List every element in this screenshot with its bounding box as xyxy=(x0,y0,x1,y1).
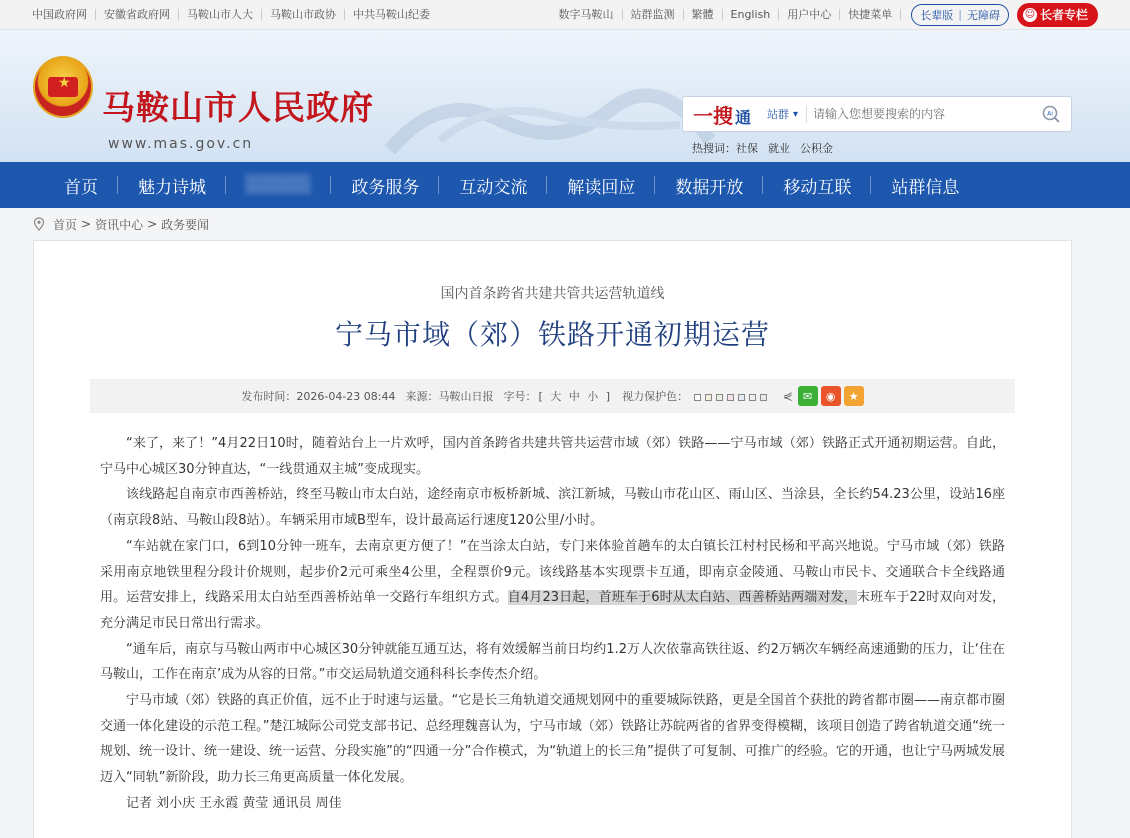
search-brand-logo xyxy=(683,100,751,129)
nav-obscured-item[interactable] xyxy=(226,162,331,208)
article-meta-bar xyxy=(90,379,1015,413)
nav-label: 站群信息 xyxy=(891,177,960,198)
link-traditional-chinese[interactable]: 繁體 xyxy=(684,9,723,20)
search-box xyxy=(682,96,1072,132)
top-utility-bar xyxy=(0,0,1130,30)
font-small-button[interactable]: 小 xyxy=(587,390,599,403)
link-anhui-gov[interactable]: 安徽省政府网 xyxy=(96,9,179,20)
article-title: 宁马市域（郊）铁路开通初期运营 xyxy=(334,318,770,351)
eye-color-swatch-5[interactable] xyxy=(738,394,745,401)
font-size-controls xyxy=(503,388,612,404)
article-source xyxy=(405,388,493,404)
link-english[interactable]: English xyxy=(723,9,780,20)
share-icon[interactable]: ⋞ xyxy=(782,389,793,403)
breadcrumb-gov-news[interactable]: 政务要闻 xyxy=(161,217,210,232)
source-value: 马鞍山日报 xyxy=(438,390,494,403)
publish-time-value: 2026-04-23 08:44 xyxy=(296,390,396,403)
font-size-label: 字号： xyxy=(503,390,537,403)
share-buttons xyxy=(783,386,864,406)
link-mas-npc[interactable]: 马鞍山市人大 xyxy=(179,9,262,20)
search-input[interactable] xyxy=(806,105,1016,123)
favorite-star-icon[interactable]: ★ xyxy=(844,386,864,406)
search-scope-dropdown[interactable] xyxy=(767,106,798,122)
font-medium-button[interactable]: 中 xyxy=(568,390,580,403)
nav-mobile[interactable] xyxy=(763,162,871,208)
breadcrumb-home[interactable]: 首页 xyxy=(53,217,78,232)
nav-label: 首页 xyxy=(64,177,98,198)
search-brand-part-a: 一搜 xyxy=(693,103,733,128)
paragraph-3-text: “车站就在家门口，6到10分钟一班车，去南京更方便了！”在当涂太白站，专门来体验首趟车的太白镇长江村村民杨和平高兴地说。宁马市域（郊）铁路采用南京地铁里程分段计价规则，起步价2元可乘坐4公里，全程票价9元。该线路基本实现票卡互通，即南京金陵通、马鞍山市民卡、交通联合卡全线路通用。运营安排上，线路采用太白站至西善桥站单一交路行车组织方式。 xyxy=(100,538,1005,606)
wechat-share-icon[interactable]: ✉ xyxy=(798,386,818,406)
link-mas-cppcc[interactable]: 马鞍山市政协 xyxy=(262,9,345,20)
pill-divider: | xyxy=(958,8,962,21)
barrier-free-button[interactable]: 无障碍 xyxy=(966,8,1000,22)
eye-color-swatch-6[interactable] xyxy=(749,394,756,401)
eye-color-swatch-1[interactable] xyxy=(694,394,701,401)
font-large-button[interactable]: 大 xyxy=(550,390,562,403)
article-paragraph-1: “来了，来了！”4月22日10时，随着站台上一片欢呼，国内首条跨省共建共管共运营市域（郊）铁路——宁马市域（郊）铁路正式开通初期运营。自此，宁马中心城区30分钟直达，“一线贯通双主城”变成现实。 xyxy=(100,436,1005,477)
site-title[interactable]: 马鞍山市人民政府 xyxy=(102,88,374,127)
search-scope-label: 站群 xyxy=(767,108,790,121)
article-paragraph-4: “通车后，南京与马鞍山两市中心城区30分钟就能互通互达，将有效缓解当前日均约1.2万人次依靠高铁往返、约2万辆次车辆经高速通勤的压力，让‘住在马鞍山，工作在南京’成为从容的日常。”市交运局轨道交通科科长李传杰介绍。 xyxy=(100,641,1005,683)
source-label: 来源： xyxy=(405,390,439,403)
hot-search-label: 热搜词： xyxy=(692,142,736,155)
nav-site-group[interactable] xyxy=(871,162,979,208)
site-url: www.mas.gov.cn xyxy=(108,136,254,152)
nav-open-data[interactable] xyxy=(655,162,763,208)
link-user-center[interactable]: 用户中心 xyxy=(779,9,840,20)
article-body xyxy=(100,431,1005,817)
hot-word-social-security[interactable]: 社保 xyxy=(736,142,758,155)
nav-home[interactable] xyxy=(44,162,118,208)
nav-label-obscured: ░░░░░ xyxy=(246,175,312,195)
nav-label: 互动交流 xyxy=(459,177,528,198)
weibo-share-icon[interactable]: ◉ xyxy=(821,386,841,406)
hot-search-words xyxy=(692,140,833,156)
breadcrumb xyxy=(0,208,1130,240)
site-banner xyxy=(0,30,1130,162)
elder-zone-label: 长者专栏 xyxy=(1039,8,1088,22)
breadcrumb-news-center[interactable]: 资讯中心 xyxy=(95,217,144,232)
chevron-down-icon: ▾ xyxy=(793,108,799,120)
link-mas-discipline[interactable]: 中共马鞍山纪委 xyxy=(353,8,430,21)
link-quick-menu[interactable]: 快捷菜单 xyxy=(840,9,901,20)
article-byline: 记者 刘小庆 王永霞 黄莹 通讯员 周佳 xyxy=(126,795,342,811)
breadcrumb-separator: > xyxy=(81,217,92,231)
eye-protection-label: 视力保护色： xyxy=(622,390,689,403)
link-digital-mas[interactable]: 数字马鞍山 xyxy=(551,9,623,20)
main-nav xyxy=(0,162,1130,208)
nav-interaction[interactable] xyxy=(439,162,547,208)
article-paragraph-5: 宁马市域（郊）铁路的真正价值，远不止于时速与运量。“它是长三角轨道交通规划网中的重要城际铁路，更是全国首个获批的跨省都市圈——南京都市圈交通一体化建设的示范工程。”楚江城际公司党支部书记、总经理魏喜认为，宁马市域（郊）铁路让苏皖两省的省界变得模糊，该项目创造了跨省轨道交通“统一规划、统一设计、统一建设、统一运营、分段实施”的“四通一分”合作模式，为“轨道上的长三角”提供了可复制、可推广的经验。它的开通，也让宁马两城发展迈入“同轨”新阶段，助力长三角更高质量一体化发展。 xyxy=(100,693,1005,786)
article-subtitle: 国内首条跨省共建共管共运营轨道线 xyxy=(440,286,665,302)
accessibility-mode-pill xyxy=(911,4,1009,26)
elder-zone-button[interactable] xyxy=(1017,3,1098,27)
publish-time-label: 发布时间： xyxy=(241,390,297,403)
nav-label: 政务服务 xyxy=(351,177,420,198)
related-sites-links xyxy=(32,9,438,20)
nav-gov-services[interactable] xyxy=(331,162,439,208)
horse-decoration xyxy=(380,70,720,160)
article-container xyxy=(33,240,1072,838)
nav-charm-poetry-city[interactable] xyxy=(118,162,226,208)
link-site-monitor[interactable]: 站群监测 xyxy=(623,9,684,20)
font-bracket-open: [ xyxy=(538,390,543,403)
svg-text:Ai: Ai xyxy=(1047,110,1053,118)
eye-protection-controls xyxy=(622,388,769,404)
article-paragraph-2: 该线路起自南京市西善桥站，终至马鞍山市太白站，途经南京市板桥新城、滨江新城，马鞍山市花山区、雨山区、当涂县，全长约54.23公里，设站16座（南京段8站、马鞍山段8站）。车辆采用市域B型车，设计最高运行速度120公里/小时。 xyxy=(100,487,1005,529)
nav-label: 解读回应 xyxy=(567,177,636,198)
breadcrumb-separator: > xyxy=(147,217,158,231)
nav-label: 魅力诗城 xyxy=(138,177,206,198)
eye-color-swatch-3[interactable] xyxy=(716,394,723,401)
nav-label: 数据开放 xyxy=(675,177,744,198)
search-icon[interactable] xyxy=(1041,104,1061,124)
elder-icon: ☺ xyxy=(1024,9,1036,20)
national-emblem-icon xyxy=(33,56,93,118)
hot-word-housing-fund[interactable]: 公积金 xyxy=(800,142,833,155)
elder-mode-button[interactable]: 长辈版 xyxy=(920,8,954,22)
nav-label: 移动互联 xyxy=(783,177,852,198)
eye-color-swatch-4[interactable] xyxy=(727,394,734,401)
nav-interpretation[interactable] xyxy=(547,162,655,208)
eye-color-swatch-2[interactable] xyxy=(705,394,712,401)
utility-links xyxy=(551,3,1098,27)
paragraph-3-tail: 末班车于22时双向对发，充分满足市民日常出行需求。 xyxy=(100,590,1005,631)
publish-time xyxy=(241,388,395,404)
search-brand-part-b: 通 xyxy=(735,107,752,127)
hot-word-employment[interactable]: 就业 xyxy=(768,142,790,155)
location-pin-icon xyxy=(33,217,45,231)
selected-text-highlight[interactable]: 自4月23日起，首班车于6时从太白站、西善桥站两端对发， xyxy=(507,590,857,606)
font-bracket-close: ] xyxy=(605,390,611,403)
eye-color-swatch-7[interactable] xyxy=(760,394,767,401)
article-paragraph-3 xyxy=(100,534,1005,637)
link-central-gov[interactable]: 中国政府网 xyxy=(32,9,96,20)
